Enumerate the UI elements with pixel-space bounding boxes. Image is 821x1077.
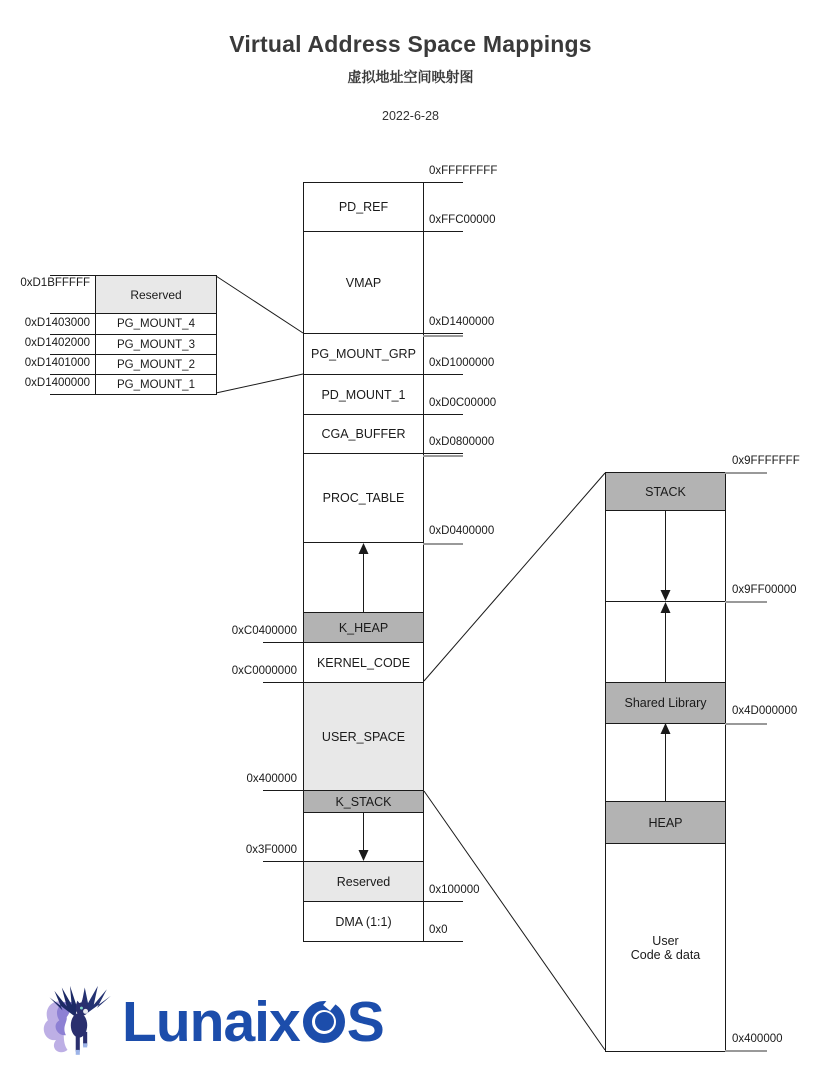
tick-line-gray: [423, 455, 463, 457]
tick-line: [423, 333, 463, 334]
segment-pg-mount-grp: [303, 333, 424, 375]
tick-line: [50, 275, 95, 276]
pgmount-row-2: [95, 354, 217, 375]
segment-label: PD_MOUNT_1: [321, 387, 406, 402]
address-label: 0xC0000000: [231, 665, 297, 677]
address-label: 0xD1400000: [24, 377, 90, 389]
segment-label: K_STACK: [335, 794, 392, 809]
segment-kheap-growth-gap: [303, 542, 424, 613]
lunaixos-logo: [36, 981, 384, 1063]
address-label: 0xD0C00000: [429, 397, 497, 409]
row-label: Shared Library: [624, 696, 707, 710]
tick-line: [50, 374, 95, 375]
address-label: 0xD1401000: [24, 357, 90, 369]
segment-label: DMA (1:1): [335, 914, 392, 929]
address-label: 0x0: [429, 924, 448, 936]
userspace-row-user-code: [605, 843, 726, 1052]
page-title: Virtual Address Space Mappings: [229, 31, 592, 57]
row-label: PG_MOUNT_2: [117, 358, 195, 371]
userspace-mmap-gap: [605, 601, 726, 683]
pgmount-row-4: [95, 313, 217, 335]
tick-line: [423, 374, 463, 375]
tick-line-gray: [423, 335, 463, 337]
tick-line: [263, 682, 303, 683]
address-label: 0xFFFFFFFF: [429, 165, 498, 177]
lunaixos-logo-text: [122, 989, 384, 1054]
tick-line: [423, 453, 463, 454]
address-label: 0x400000: [246, 773, 297, 785]
segment-kstack-growth-gap: [303, 812, 424, 862]
segment-label: CGA_BUFFER: [321, 427, 406, 441]
address-label: 0xD1403000: [24, 317, 90, 329]
segment-pd-mount-1: [303, 374, 424, 415]
segment-label: PG_MOUNT_GRP: [311, 347, 416, 361]
userspace-heap-growth-gap: [605, 723, 726, 802]
segment-label: Reserved: [336, 874, 391, 889]
date-label: 2022-6-28: [382, 109, 439, 123]
tick-line-gray: [423, 543, 463, 545]
row-label: PG_MOUNT_3: [117, 338, 195, 351]
address-label: 0xD1400000: [429, 316, 495, 328]
address-label: 0xD1000000: [429, 357, 495, 369]
row-label: PG_MOUNT_1: [117, 378, 195, 391]
row-label: PG_MOUNT_4: [117, 318, 195, 330]
userspace-row-stack: [605, 472, 726, 511]
segment-cga-buffer: [303, 414, 424, 454]
userspace-row-shared-library: [605, 682, 726, 724]
row-label: [631, 934, 701, 962]
userspace-row-heap: [605, 801, 726, 844]
tick-line: [263, 790, 303, 791]
tick-line: [423, 231, 463, 232]
tick-line-gray: [725, 601, 767, 603]
logo-moon-notch: [323, 998, 336, 1011]
address-label: 0x400000: [732, 1033, 783, 1045]
address-label: 0xC0400000: [231, 625, 297, 637]
address-label: 0x9FF00000: [732, 584, 797, 596]
segment-kernel-code: [303, 642, 424, 683]
lunaix-mascot-icon: [36, 981, 122, 1063]
connector-line: [424, 791, 605, 1050]
address-label: 0x4D000000: [732, 705, 798, 717]
address-label: 0xD1BFFFFF: [20, 277, 90, 289]
tick-line: [50, 334, 95, 335]
user-code-line1: User: [652, 933, 679, 948]
tick-line-gray: [725, 1050, 767, 1052]
connector-line: [216, 276, 303, 333]
segment-vmap: [303, 231, 424, 334]
tick-line: [423, 414, 463, 415]
segment-label: PROC_TABLE: [322, 491, 405, 505]
address-label: 0xD0400000: [429, 525, 495, 537]
tick-line: [423, 941, 463, 942]
address-label: 0xFFC00000: [429, 214, 496, 226]
logo-text-lunaix: Lunaix: [122, 989, 300, 1054]
address-label: 0x100000: [429, 884, 480, 896]
tick-line: [50, 354, 95, 355]
row-label: HEAP: [648, 815, 683, 830]
segment-k-stack: [303, 790, 424, 813]
userspace-stack-growth-gap: [605, 510, 726, 602]
segment-label: USER_SPACE: [321, 729, 406, 744]
segment-label: K_HEAP: [338, 620, 389, 635]
segment-label: KERNEL_CODE: [316, 655, 411, 670]
tick-line-gray: [725, 472, 767, 474]
logo-moon-dot: [315, 1012, 334, 1031]
pgmount-row-3: [95, 334, 217, 355]
tick-line: [263, 861, 303, 862]
segment-label: PD_REF: [338, 200, 389, 214]
tick-line: [50, 313, 95, 314]
segment-k-heap: [303, 612, 424, 643]
segment-dma: [303, 901, 424, 942]
boundary-line-9ff00000: [605, 601, 726, 602]
row-label: Reserved: [130, 287, 182, 302]
address-label: 0xD1402000: [24, 337, 90, 349]
segment-user-space: [303, 682, 424, 791]
connector-line: [216, 374, 303, 393]
segment-pd-ref: [303, 182, 424, 232]
tick-line: [50, 394, 95, 395]
tick-line: [423, 182, 463, 183]
segment-label: VMAP: [345, 275, 382, 290]
segment-proc-table: [303, 453, 424, 543]
pgmount-row-1: [95, 374, 217, 395]
tick-line: [423, 901, 463, 902]
segment-reserved-low: [303, 861, 424, 902]
connector-line: [424, 473, 605, 681]
address-label: 0x9FFFFFFF: [732, 455, 800, 467]
logo-moon-o-icon: [303, 1001, 345, 1043]
page-subtitle: 虚拟地址空间映射图: [347, 69, 474, 85]
address-label: 0x3F0000: [245, 844, 297, 856]
tick-line: [263, 642, 303, 643]
row-label: STACK: [645, 484, 686, 499]
pgmount-row-reserved: [95, 275, 217, 314]
user-code-line2: Code & data: [630, 947, 701, 962]
logo-text-s: S: [346, 989, 384, 1054]
address-label: 0xD0800000: [429, 436, 495, 448]
tick-line-gray: [725, 723, 767, 725]
